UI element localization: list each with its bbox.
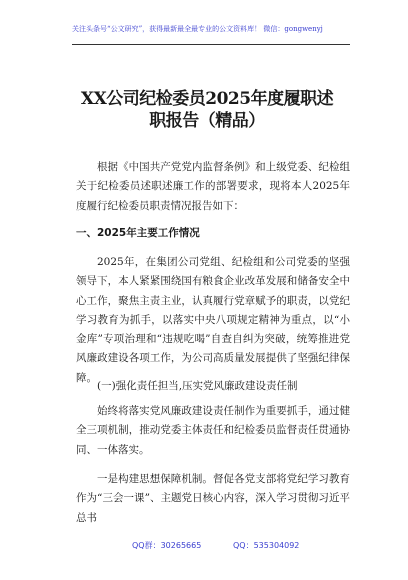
section-paragraph: 2025年，在集团公司党组、纪检组和公司党委的坚强领导下，本人紧紧围绕国有粮食企业改革发展和储备安全中心工作，聚焦主责主业，认真履行党章赋予的职责，以党纪学习教育为抓手，以落实中央八项规定精神为重点，以“小金库”专项治理和“违规吃喝”自查自纠为突破，统筹推进党风廉政建设各项工作，为公司高质量发展提供了坚强纪律保障。 xyxy=(76,256,350,384)
document-title: XX公司纪检委员2025年度履职述职报告（精品） xyxy=(80,89,334,131)
subsection-paragraph-2: 一是构建思想保障机制。督促各党支部将党纪学习教育作为“三会一课”、主题党日核心内容，深入学习贯彻习近平总书 xyxy=(76,473,350,524)
subsection-heading: (一)强化责任担当,压实党风廉政建设责任制 xyxy=(97,380,298,392)
header-divider xyxy=(72,44,350,45)
footer-qq: QQ：535304092 xyxy=(233,541,300,550)
header-banner-text: 关注头条号“公文研究”，获得最新最全最专业的公文资料库！ 微信：gongwenyj xyxy=(72,25,323,33)
intro-paragraph: 根据《中国共产党党内监督条例》和上级党委、纪检组关于纪检委员述职述廉工作的部署要求，现将本人2025年度履行纪检委员职责情况报告如下： xyxy=(76,161,350,212)
footer-qq-group: QQ群：30265665 xyxy=(132,541,202,550)
subsection-paragraph: 始终将落实党风廉政建设责任制作为重要抓手，通过健全三项机制，推动党委主体责任和纪检委员监督责任贯通协同、一体落实。 xyxy=(76,405,350,456)
section-heading: 一、2025年主要工作情况 xyxy=(76,227,200,239)
